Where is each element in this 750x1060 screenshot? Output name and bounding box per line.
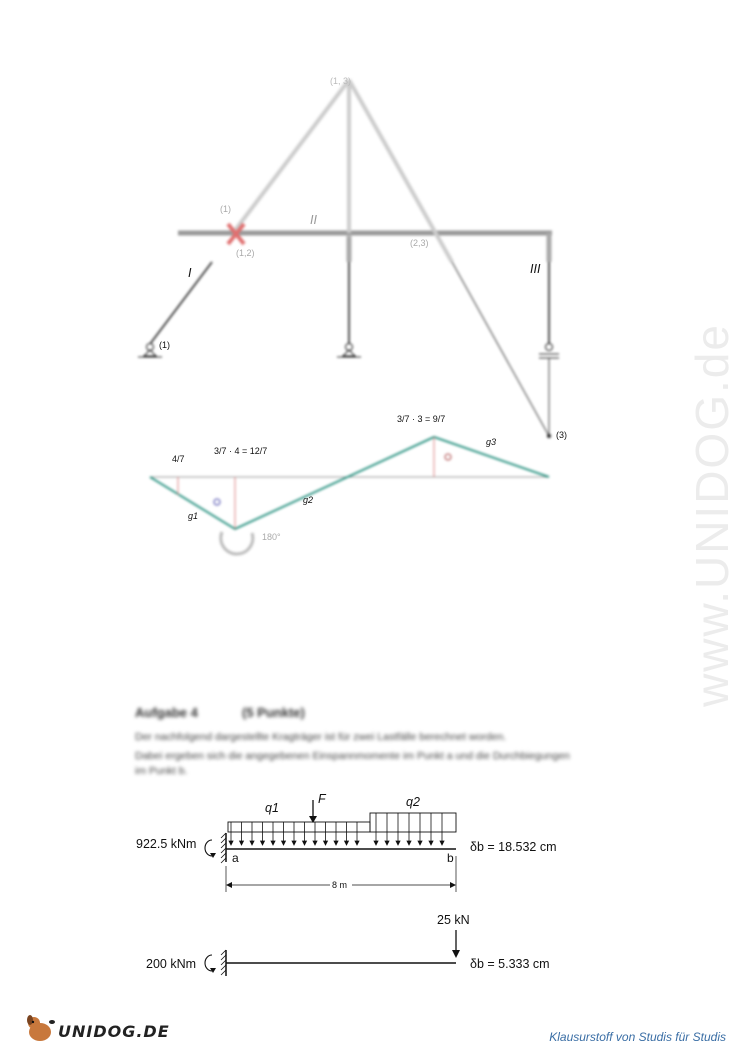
point-a-label: a <box>232 851 239 865</box>
pole-label-top: (1, 3) <box>330 76 352 86</box>
ordinate-label-9-7: 3/7 · 3 = 9/7 <box>397 414 446 424</box>
task-points: (5 Punkte) <box>242 705 305 720</box>
case2-force: 25 kN <box>437 913 470 927</box>
task-text-line-2: Dabei ergeben sich die angegebenen Einspannmomente im Punkt a und die Durchbiegungen <box>135 750 570 762</box>
case2-moment: 200 kNm <box>146 957 197 971</box>
case1-moment: 922.5 kNm <box>136 837 197 851</box>
task-title: Aufgabe 4 <box>135 705 198 720</box>
pole-label-23: (2,3) <box>410 238 429 248</box>
segment-label-g3: g3 <box>486 437 497 447</box>
member-label-1: I <box>188 266 192 280</box>
task-text-line-3: im Punkt b. <box>135 765 188 777</box>
angle-label: 180° <box>262 532 281 542</box>
load-q2-label: q2 <box>406 795 420 809</box>
support-label-1: (1) <box>159 340 170 350</box>
footer-tagline: Klausurstoff von Studis für Studis <box>549 1030 726 1044</box>
pole-label-3: (3) <box>556 430 567 440</box>
ordinate-label-12-7: 3/7 · 4 = 12/7 <box>214 446 268 456</box>
member-label-3: III <box>530 262 541 276</box>
footer-logo-text: UNIDOG.DE <box>58 1022 170 1041</box>
pole-label-1-top: (1) <box>220 204 231 214</box>
task-text-line-1: Der nachfolgend dargestellte Kragträger ist für zwei Lastfälle berechnet worden. <box>135 731 507 743</box>
segment-label-g1: g1 <box>188 511 199 521</box>
span-dimension: 8 m <box>332 880 348 890</box>
case1-deflection: δb = 18.532 cm <box>470 840 557 854</box>
segment-label-g2: g2 <box>303 495 314 505</box>
case2-deflection: δb = 5.333 cm <box>470 957 550 971</box>
watermark: www.UNIDOG.de <box>686 323 738 707</box>
load-q1-label: q1 <box>265 801 279 815</box>
point-b-label: b <box>447 851 454 865</box>
pole-label-12: (1,2) <box>236 248 255 258</box>
member-label-2: II <box>310 213 317 227</box>
ordinate-label-4-7: 4/7 <box>172 454 185 464</box>
load-F-label: F <box>318 792 326 806</box>
